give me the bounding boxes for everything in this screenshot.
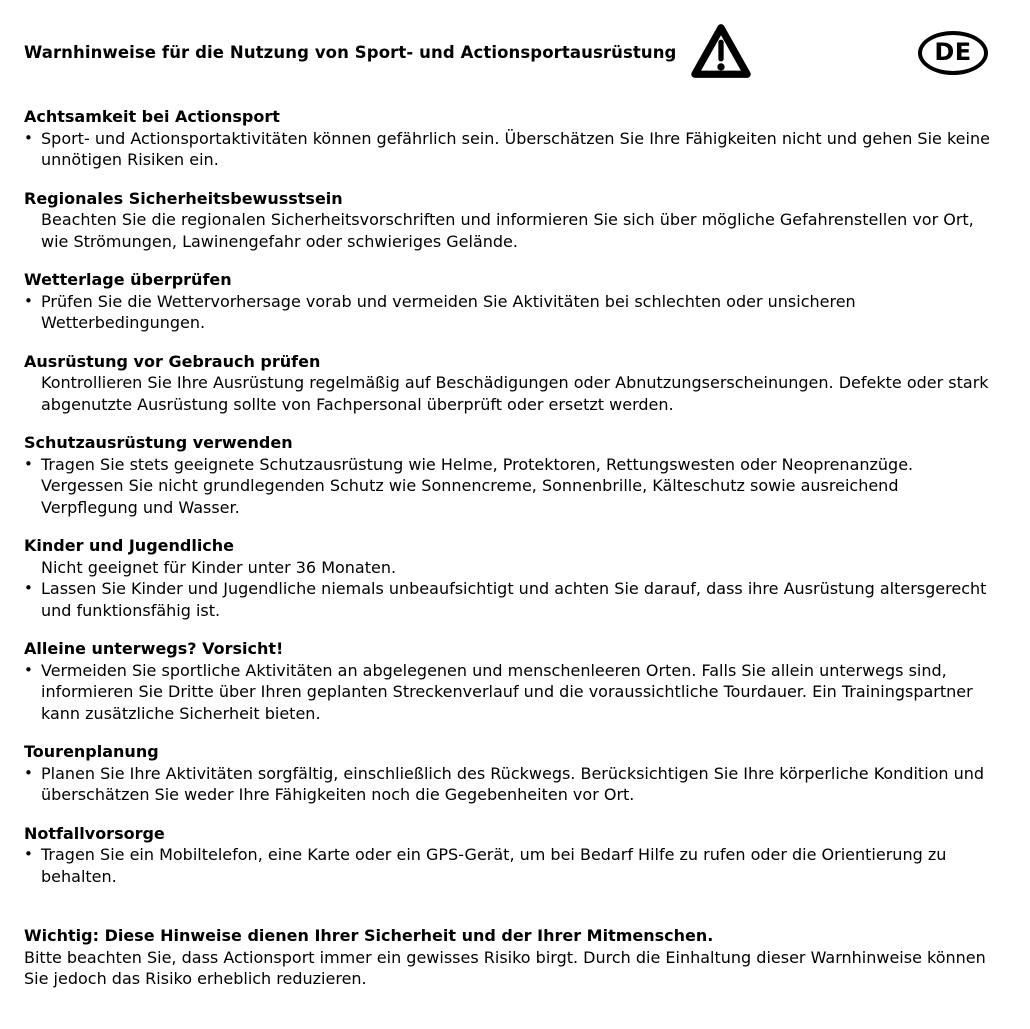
list-item: [24, 209, 1000, 252]
list-item: [24, 763, 1000, 806]
bullet-marker: •: [24, 291, 33, 310]
document-header: [24, 22, 1000, 84]
item-text: Beachten Sie die regionalen Sicherheitsvorschriften und informieren Sie sich über mögliche Gefahrenstellen vor Ort, wie Strömungen, Lawinengefahr oder schwieriges Gelände.: [41, 210, 974, 251]
important-note-heading: Wichtig: Diese Hinweise dienen Ihrer Sicherheit und der Ihrer Mitmenschen.: [24, 926, 714, 945]
section-heading: Ausrüstung vor Gebrauch prüfen: [24, 351, 321, 371]
item-text: Nicht geeignet für Kinder unter 36 Monaten.: [41, 557, 397, 577]
section-regionales: [24, 188, 1000, 253]
list-item: [24, 372, 1000, 415]
section-heading: Tourenplanung: [24, 742, 159, 761]
bullet-marker: [24, 209, 41, 252]
item-text: Lassen Sie Kinder und Jugendliche niemals unbeaufsichtigt und achten Sie darauf, dass ihre Ausrüstung altersgerecht und funktionsfähig ist.: [41, 579, 987, 620]
section-heading: Notfallvorsorge: [24, 823, 165, 843]
page-title: Warnhinweise für die Nutzung von Sport- und Actionsportausrüstung: [24, 43, 677, 63]
bullet-marker: •: [24, 763, 33, 782]
section-heading: Kinder und Jugendliche: [24, 536, 235, 555]
section-achtsamkeit: [24, 106, 1000, 171]
list-item: [24, 557, 1000, 579]
item-text: Prüfen Sie die Wettervorhersage vorab und vermeiden Sie Aktivitäten bei schlechten oder unsicheren Wetterbedingungen.: [41, 291, 856, 332]
language-badge: DE: [918, 31, 988, 75]
section-notfallvorsorge: [24, 823, 1000, 888]
list-item: [24, 660, 1000, 725]
list-item: [24, 454, 1000, 519]
item-text: Sport- und Actionsportaktivitäten können gefährlich sein. Überschätzen Sie Ihre Fähigkeiten nicht und gehen Sie keine unnötigen Risiken ein.: [41, 128, 990, 169]
section-ausruestung: [24, 351, 1000, 416]
section-heading: Alleine unterwegs? Vorsicht!: [24, 639, 284, 658]
section-heading: Schutzausrüstung verwenden: [24, 433, 293, 452]
section-wetterlage: [24, 269, 1000, 334]
section-heading: Regionales Sicherheitsbewusstsein: [24, 188, 343, 208]
warning-triangle-icon: [690, 22, 752, 86]
bullet-marker: •: [24, 660, 33, 679]
section-kinder: [24, 535, 1000, 621]
bullet-marker: •: [24, 845, 33, 863]
bullet-marker: •: [24, 454, 33, 473]
bullet-marker: [24, 372, 41, 415]
section-heading: Achtsamkeit bei Actionsport: [24, 107, 280, 126]
item-text: Planen Sie Ihre Aktivitäten sorgfältig, einschließlich des Rückwegs. Berücksichtigen Sie Ihre körperliche Kondition und überschätzen Sie weder Ihre Fähigkeiten noch die Gegebenheiten vor Ort.: [41, 763, 985, 804]
section-heading: Wetterlage überprüfen: [24, 270, 232, 289]
item-text: Tragen Sie ein Mobiltelefon, eine Karte oder ein GPS-Gerät, um bei Bedarf Hilfe zu rufen oder die Orientierung zu behalten.: [41, 845, 947, 886]
list-item: [24, 844, 1000, 887]
important-note: [24, 925, 1000, 990]
item-text: Tragen Sie stets geeignete Schutzausrüstung wie Helme, Protektoren, Rettungswesten oder Neoprenanzüge. Vergessen Sie nicht grundlegenden Schutz wie Sonnencreme, Sonnenbrille, Kälteschutz sowie ausreichend Verpflegung und Wasser.: [41, 454, 914, 517]
bullet-marker: •: [24, 579, 33, 597]
list-item: [24, 291, 1000, 334]
section-tourenplanung: [24, 741, 1000, 806]
section-schutzausruestung: [24, 432, 1000, 518]
bullet-marker: [24, 557, 41, 579]
bullet-marker: •: [24, 128, 33, 147]
item-text: Kontrollieren Sie Ihre Ausrüstung regelmäßig auf Beschädigungen oder Abnutzungserscheinungen. Defekte oder stark abgenutzte Ausrüstung sollte von Fachpersonal überprüft oder ersetzt werden.: [41, 373, 989, 414]
important-note-text: Bitte beachten Sie, dass Actionsport immer ein gewisses Risiko birgt. Durch die Einhaltung dieser Warnhinweise können Sie jedoch das Risiko erheblich reduzieren.: [24, 947, 986, 988]
section-alleine-unterwegs: [24, 638, 1000, 724]
list-item: [24, 128, 1000, 171]
list-item: [24, 578, 1000, 621]
item-text: Vermeiden Sie sportliche Aktivitäten an abgelegenen und menschenleeren Orten. Falls Sie allein unterwegs sind, informieren Sie Dritte über Ihren geplanten Streckenverlauf und die voraussichtliche Tourdauer. Ein Trainingspartner kann zusätzliche Sicherheit bieten.: [41, 660, 973, 723]
